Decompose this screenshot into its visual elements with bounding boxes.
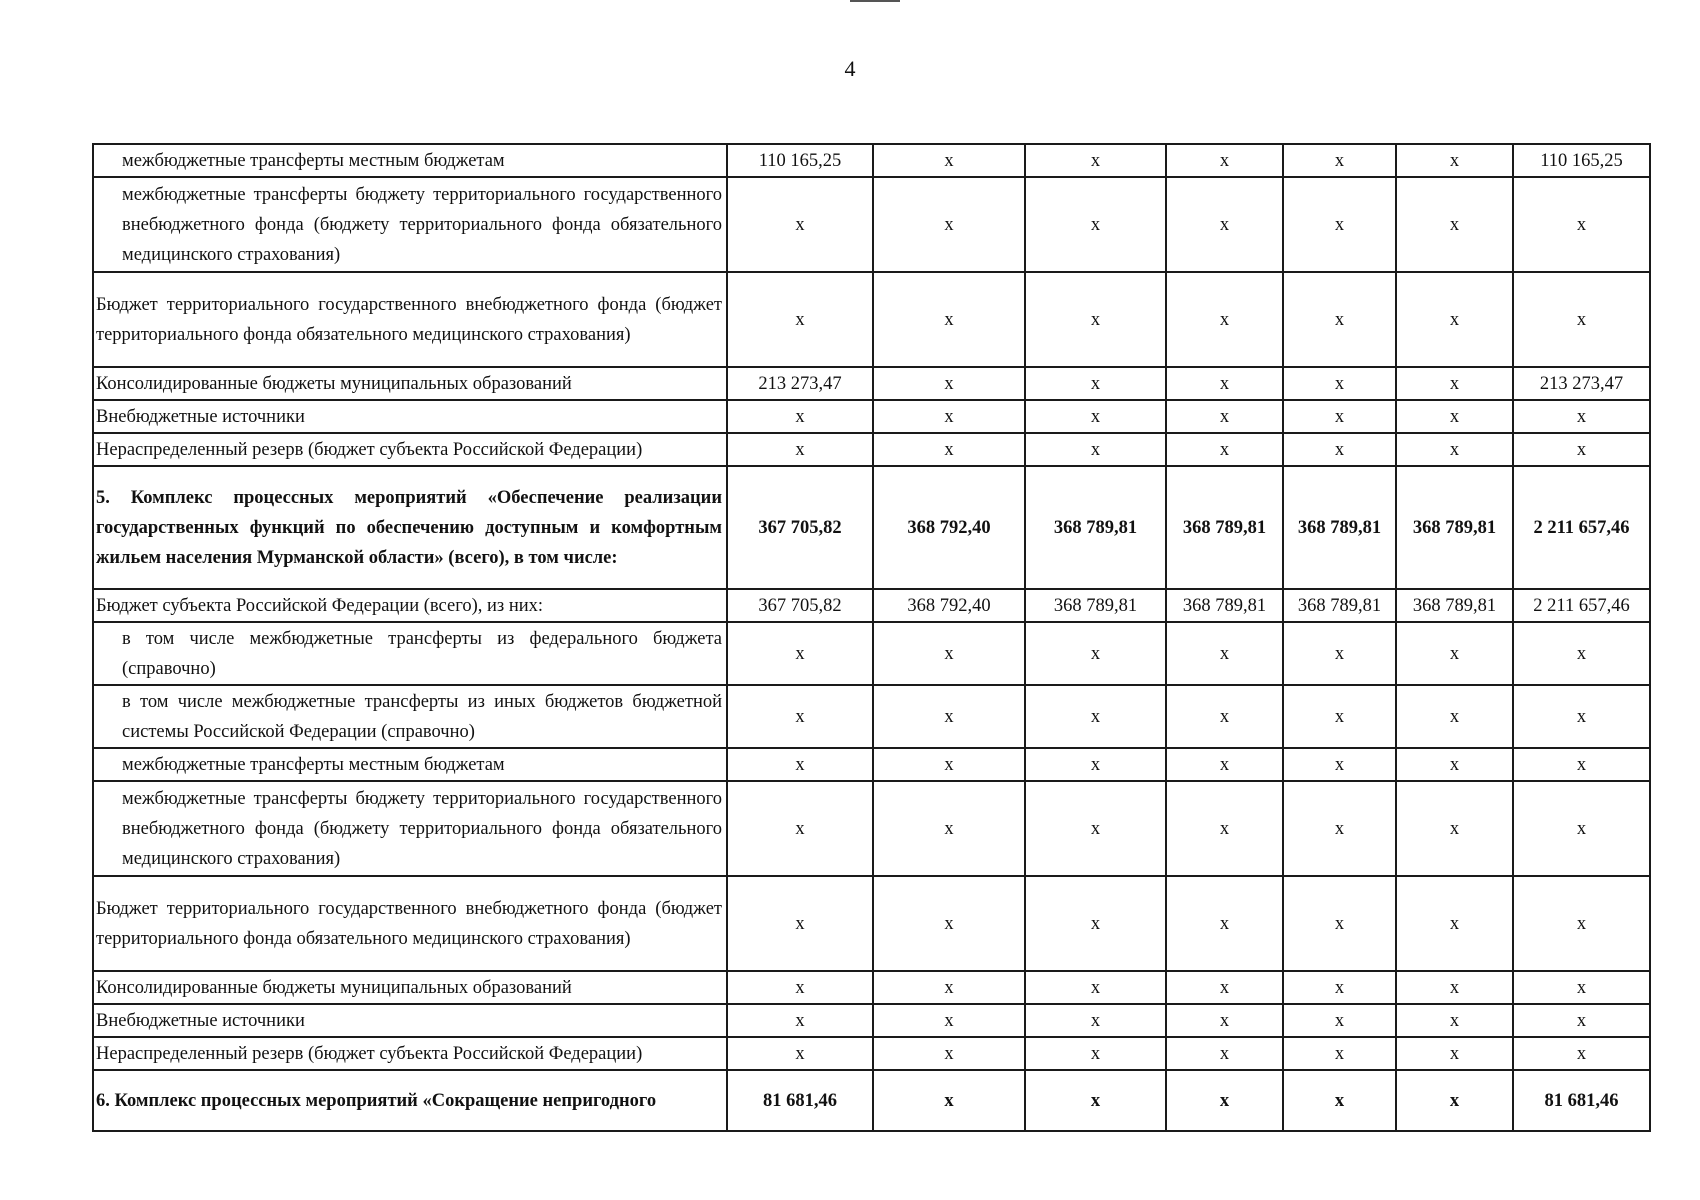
value-cell: 368 789,81 bbox=[1396, 466, 1513, 589]
value-cell: x bbox=[1025, 748, 1166, 781]
table-row bbox=[93, 1037, 1650, 1070]
row-label: Внебюджетные источники bbox=[93, 400, 727, 433]
value-cell: 213 273,47 bbox=[727, 367, 873, 400]
row-label: межбюджетные трансферты бюджету территориального государственного внебюджетного фонда (бюджету территориального фонда обязательного медицинского страхования) bbox=[93, 781, 727, 876]
row-label: межбюджетные трансферты местным бюджетам bbox=[93, 144, 727, 177]
value-cell: x bbox=[1025, 781, 1166, 876]
value-cell: 367 705,82 bbox=[727, 466, 873, 589]
total-cell: 2 211 657,46 bbox=[1513, 589, 1650, 622]
total-cell: x bbox=[1513, 272, 1650, 367]
value-cell: x bbox=[873, 622, 1025, 685]
value-cell: 368 789,81 bbox=[1166, 466, 1283, 589]
value-cell: x bbox=[873, 1070, 1025, 1131]
table-row bbox=[93, 367, 1650, 400]
value-cell: x bbox=[873, 748, 1025, 781]
value-cell: x bbox=[1283, 1037, 1396, 1070]
row-label: Бюджет территориального государственного внебюджетного фонда (бюджет территориального фонда обязательного медицинского страхования) bbox=[93, 876, 727, 971]
value-cell: x bbox=[1283, 876, 1396, 971]
section-row bbox=[93, 1070, 1650, 1131]
value-cell: x bbox=[873, 971, 1025, 1004]
value-cell: x bbox=[1396, 685, 1513, 748]
total-cell: x bbox=[1513, 400, 1650, 433]
row-label: Консолидированные бюджеты муниципальных образований bbox=[93, 971, 727, 1004]
table-row bbox=[93, 589, 1650, 622]
row-label: Нераспределенный резерв (бюджет субъекта Российской Федерации) bbox=[93, 1037, 727, 1070]
value-cell: x bbox=[1025, 685, 1166, 748]
total-cell: x bbox=[1513, 1037, 1650, 1070]
table-row bbox=[93, 177, 1650, 272]
value-cell: 368 789,81 bbox=[1025, 589, 1166, 622]
total-cell: x bbox=[1513, 971, 1650, 1004]
value-cell: x bbox=[1283, 622, 1396, 685]
total-cell: x bbox=[1513, 748, 1650, 781]
value-cell: x bbox=[873, 1004, 1025, 1037]
value-cell: x bbox=[1283, 748, 1396, 781]
table-row bbox=[93, 1004, 1650, 1037]
value-cell: x bbox=[727, 1004, 873, 1037]
row-label: Консолидированные бюджеты муниципальных образований bbox=[93, 367, 727, 400]
value-cell: x bbox=[1396, 1037, 1513, 1070]
value-cell: x bbox=[1396, 177, 1513, 272]
value-cell: x bbox=[1166, 748, 1283, 781]
value-cell: x bbox=[1166, 622, 1283, 685]
value-cell: x bbox=[1396, 1004, 1513, 1037]
value-cell: x bbox=[1283, 685, 1396, 748]
table-row bbox=[93, 272, 1650, 367]
value-cell: x bbox=[1166, 272, 1283, 367]
table-row bbox=[93, 400, 1650, 433]
value-cell: x bbox=[727, 177, 873, 272]
value-cell: x bbox=[1025, 272, 1166, 367]
total-cell: 81 681,46 bbox=[1513, 1070, 1650, 1131]
value-cell: x bbox=[727, 971, 873, 1004]
value-cell: x bbox=[873, 177, 1025, 272]
total-cell: 110 165,25 bbox=[1513, 144, 1650, 177]
table-row bbox=[93, 685, 1650, 748]
value-cell: x bbox=[1283, 272, 1396, 367]
table-row bbox=[93, 748, 1650, 781]
total-cell: x bbox=[1513, 622, 1650, 685]
value-cell: x bbox=[1025, 1004, 1166, 1037]
value-cell: x bbox=[1166, 781, 1283, 876]
value-cell: 368 789,81 bbox=[1025, 466, 1166, 589]
value-cell: x bbox=[1025, 876, 1166, 971]
row-label: Бюджет субъекта Российской Федерации (всего), из них: bbox=[93, 589, 727, 622]
value-cell: x bbox=[1396, 876, 1513, 971]
page-number: 4 bbox=[844, 56, 856, 81]
value-cell: x bbox=[1283, 1070, 1396, 1131]
value-cell: x bbox=[1396, 144, 1513, 177]
value-cell: x bbox=[1025, 971, 1166, 1004]
section-label: 5. Комплекс процессных мероприятий «Обеспечение реализации государственных функций по обеспечению доступным и комфортным жильем населения Мурманской области» (всего), в том числе: bbox=[93, 466, 727, 589]
value-cell: x bbox=[873, 272, 1025, 367]
value-cell: x bbox=[727, 748, 873, 781]
total-cell: 213 273,47 bbox=[1513, 367, 1650, 400]
total-cell: x bbox=[1513, 876, 1650, 971]
value-cell: x bbox=[1283, 1004, 1396, 1037]
value-cell: x bbox=[727, 876, 873, 971]
table-row bbox=[93, 876, 1650, 971]
value-cell: x bbox=[1166, 1004, 1283, 1037]
value-cell: x bbox=[1025, 400, 1166, 433]
value-cell: x bbox=[1166, 433, 1283, 466]
value-cell: x bbox=[727, 622, 873, 685]
value-cell: x bbox=[1166, 685, 1283, 748]
value-cell: x bbox=[873, 781, 1025, 876]
value-cell: x bbox=[1166, 144, 1283, 177]
value-cell: x bbox=[1166, 876, 1283, 971]
value-cell: x bbox=[1396, 622, 1513, 685]
table-row bbox=[93, 433, 1650, 466]
value-cell: x bbox=[873, 1037, 1025, 1070]
row-label: Нераспределенный резерв (бюджет субъекта Российской Федерации) bbox=[93, 433, 727, 466]
value-cell: x bbox=[1283, 971, 1396, 1004]
value-cell: 368 792,40 bbox=[873, 466, 1025, 589]
value-cell: 110 165,25 bbox=[727, 144, 873, 177]
total-cell: 2 211 657,46 bbox=[1513, 466, 1650, 589]
value-cell: 81 681,46 bbox=[727, 1070, 873, 1131]
value-cell: x bbox=[873, 433, 1025, 466]
section-row bbox=[93, 466, 1650, 589]
value-cell: x bbox=[1025, 367, 1166, 400]
value-cell: x bbox=[1025, 622, 1166, 685]
value-cell: x bbox=[1283, 144, 1396, 177]
value-cell: 368 789,81 bbox=[1396, 589, 1513, 622]
value-cell: 368 789,81 bbox=[1283, 589, 1396, 622]
value-cell: x bbox=[1025, 1037, 1166, 1070]
table-row bbox=[93, 144, 1650, 177]
value-cell: x bbox=[1283, 781, 1396, 876]
value-cell: x bbox=[727, 781, 873, 876]
section-label: 6. Комплекс процессных мероприятий «Сокращение непригодного bbox=[93, 1070, 727, 1131]
total-cell: x bbox=[1513, 1004, 1650, 1037]
total-cell: x bbox=[1513, 781, 1650, 876]
value-cell: x bbox=[727, 400, 873, 433]
value-cell: x bbox=[1166, 1037, 1283, 1070]
value-cell: x bbox=[1396, 272, 1513, 367]
row-label: в том числе межбюджетные трансферты из федерального бюджета (справочно) bbox=[93, 622, 727, 685]
value-cell: x bbox=[1396, 1070, 1513, 1131]
total-cell: x bbox=[1513, 685, 1650, 748]
value-cell: x bbox=[1396, 971, 1513, 1004]
total-cell: x bbox=[1513, 433, 1650, 466]
value-cell: x bbox=[1166, 367, 1283, 400]
value-cell: x bbox=[1283, 433, 1396, 466]
value-cell: x bbox=[1283, 400, 1396, 433]
value-cell: x bbox=[873, 876, 1025, 971]
value-cell: x bbox=[873, 144, 1025, 177]
value-cell: x bbox=[873, 367, 1025, 400]
value-cell: 368 792,40 bbox=[873, 589, 1025, 622]
value-cell: x bbox=[1025, 144, 1166, 177]
budget-table-body bbox=[93, 144, 1650, 1131]
budget-table bbox=[92, 143, 1651, 1132]
value-cell: x bbox=[727, 1037, 873, 1070]
value-cell: x bbox=[1396, 781, 1513, 876]
row-label: межбюджетные трансферты бюджету территориального государственного внебюджетного фонда (бюджету территориального фонда обязательного медицинского страхования) bbox=[93, 177, 727, 272]
value-cell: x bbox=[1396, 400, 1513, 433]
value-cell: x bbox=[1025, 177, 1166, 272]
value-cell: x bbox=[1166, 971, 1283, 1004]
value-cell: x bbox=[1396, 748, 1513, 781]
value-cell: x bbox=[873, 685, 1025, 748]
table-row bbox=[93, 622, 1650, 685]
value-cell: x bbox=[1166, 177, 1283, 272]
value-cell: x bbox=[1025, 1070, 1166, 1131]
value-cell: x bbox=[727, 272, 873, 367]
value-cell: x bbox=[727, 433, 873, 466]
page-top-mark bbox=[850, 0, 900, 2]
row-label: Бюджет территориального государственного внебюджетного фонда (бюджет территориального фонда обязательного медицинского страхования) bbox=[93, 272, 727, 367]
value-cell: x bbox=[1396, 367, 1513, 400]
value-cell: x bbox=[1283, 177, 1396, 272]
row-label: межбюджетные трансферты местным бюджетам bbox=[93, 748, 727, 781]
value-cell: x bbox=[1166, 400, 1283, 433]
value-cell: x bbox=[1396, 433, 1513, 466]
value-cell: 367 705,82 bbox=[727, 589, 873, 622]
value-cell: 368 789,81 bbox=[1283, 466, 1396, 589]
value-cell: x bbox=[1283, 367, 1396, 400]
value-cell: x bbox=[873, 400, 1025, 433]
row-label: Внебюджетные источники bbox=[93, 1004, 727, 1037]
value-cell: x bbox=[727, 685, 873, 748]
table-row bbox=[93, 781, 1650, 876]
total-cell: x bbox=[1513, 177, 1650, 272]
value-cell: x bbox=[1025, 433, 1166, 466]
value-cell: 368 789,81 bbox=[1166, 589, 1283, 622]
table-row bbox=[93, 971, 1650, 1004]
row-label: в том числе межбюджетные трансферты из иных бюджетов бюджетной системы Российской Федерации (справочно) bbox=[93, 685, 727, 748]
value-cell: x bbox=[1166, 1070, 1283, 1131]
